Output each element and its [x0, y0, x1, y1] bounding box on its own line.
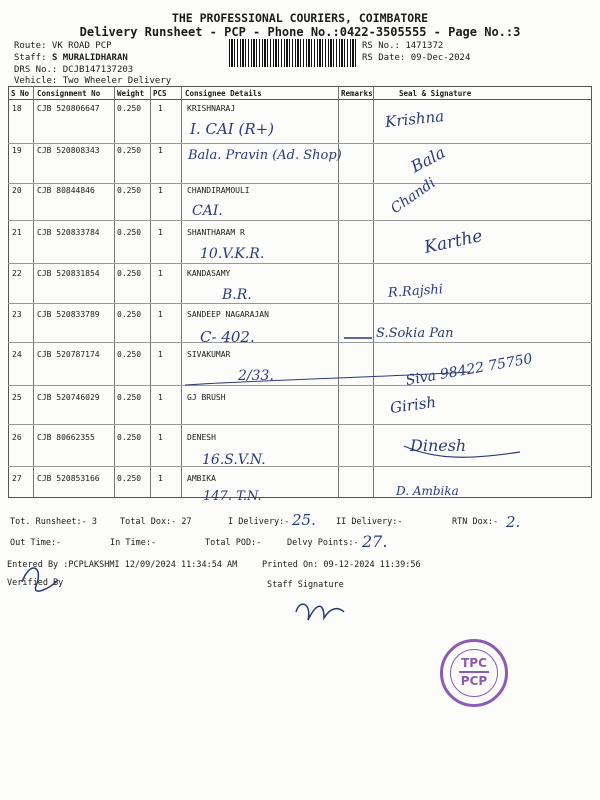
row-consignment: CJB 520808343 [37, 146, 100, 155]
recipient-signature: Chandi [387, 174, 439, 218]
stamp-line2: PCP [460, 673, 488, 688]
row-weight: 0.250 [117, 310, 142, 319]
route-label: Route: VK ROAD PCP [14, 41, 112, 51]
company-title: THE PROFESSIONAL COURIERS, COIMBATORE [171, 11, 429, 25]
ii-delivery: II Delivery:- [336, 517, 403, 527]
total-runsheet: Tot. Runsheet:- 3 [10, 517, 97, 527]
row-weight: 0.250 [117, 393, 142, 402]
header-consignee: Consignee Details [185, 89, 262, 98]
header-pcs: PCS [153, 89, 167, 98]
row-consignee: KANDASAMY [187, 269, 231, 278]
recipient-signature: Girish [388, 392, 438, 418]
handwritten-address: 16.S.V.N. [202, 452, 266, 468]
row-pcs: 1 [158, 146, 163, 155]
row-consignment: CJB 520831854 [37, 269, 100, 278]
row-consignee: SIVAKUMAR [187, 350, 231, 359]
row-sno: 18 [12, 104, 22, 113]
row-pcs: 1 [158, 104, 163, 113]
row-sno: 25 [12, 393, 22, 402]
row-consignment: CJB 80844846 [37, 186, 95, 195]
row-consignment: CJB 520833784 [37, 228, 100, 237]
row-consignment: CJB 520787174 [37, 350, 100, 359]
row-weight: 0.250 [117, 186, 142, 195]
header-consignment: Consignment No [37, 89, 101, 98]
row-consignee: CHANDIRAMOULI [187, 186, 250, 195]
recipient-signature: Krishna [384, 106, 445, 132]
handwritten-address: Bala. Pravin (Ad. Shop) [188, 148, 342, 163]
row-pcs: 1 [158, 393, 163, 402]
delivery-points-label: Delvy Points:- [287, 538, 359, 548]
rtn-dox-label: RTN Dox:- [452, 517, 499, 527]
verifier-signature [22, 568, 58, 591]
handwritten-address: 147. T.N. [203, 489, 262, 504]
row-pcs: 1 [158, 350, 163, 359]
row-sno: 26 [12, 433, 22, 442]
signature-underline [404, 446, 520, 457]
row-weight: 0.250 [117, 269, 142, 278]
i-delivery-value: 25. [292, 511, 316, 529]
stamp-line1: TPC [461, 656, 487, 670]
row-pcs: 1 [158, 186, 163, 195]
row-sno: 24 [12, 350, 22, 359]
row-weight: 0.250 [117, 228, 142, 237]
header-seal-signature: Seal & Signature [399, 89, 472, 98]
handwritten-address: 10.V.K.R. [200, 246, 265, 262]
row-consignee: SANDEEP NAGARAJAN [187, 310, 269, 319]
row-weight: 0.250 [117, 104, 142, 113]
stamp-inner-ring [450, 649, 498, 697]
row-consignee: DENESH [187, 433, 216, 442]
company-stamp [440, 639, 508, 707]
header-weight: Weight [117, 89, 145, 98]
row-sno: 27 [12, 474, 22, 483]
recipient-signature: S.Sokia Pan [376, 326, 454, 341]
handwritten-address: I. CAI (R+) [190, 120, 275, 138]
entered-by: Entered By :PCPLAKSHMI 12/09/2024 11:34:54 AM [7, 560, 238, 570]
i-delivery-label: I Delivery:- [228, 517, 290, 527]
row-consignment: CJB 520746029 [37, 393, 100, 402]
row-consignee: AMBIKA [187, 474, 216, 483]
row-sno: 20 [12, 186, 22, 195]
header-sno: S No [11, 89, 30, 98]
row-consignment: CJB 520833789 [37, 310, 100, 319]
row-consignee: KRISHNARAJ [187, 104, 236, 113]
runsheet-subtitle: Delivery Runsheet - PCP - Phone No.:0422-3505555 - Page No.:3 [79, 25, 521, 39]
handwritten-address: 2/33. [238, 368, 274, 384]
staff-signature [296, 604, 344, 620]
rtn-dox-value: 2. [506, 513, 521, 531]
recipient-signature: Bala [407, 142, 449, 177]
total-pod: Total POD:- [205, 538, 262, 548]
header-remarks: Remarks [341, 89, 373, 98]
verified-by: Verified By [7, 578, 64, 588]
row-pcs: 1 [158, 269, 163, 278]
total-dox: Total Dox:- 27 [120, 517, 192, 527]
row-consignment: CJB 80662355 [37, 433, 95, 442]
handwritten-address: CAI. [192, 203, 223, 219]
rs-number: RS No.: 1471372 [362, 41, 444, 51]
rs-date: RS Date: 09-Dec-2024 [362, 53, 471, 63]
row-consignment: CJB 520806647 [37, 104, 100, 113]
row-sno: 22 [12, 269, 22, 278]
row-consignee: GJ BRUSH [187, 393, 226, 402]
handwritten-address: B.R. [222, 287, 252, 303]
staff-label: Staff: [14, 53, 47, 63]
vehicle-label: Vehicle: Two Wheeler Delivery [14, 76, 172, 86]
recipient-signature: Karthe [422, 226, 485, 258]
row-pcs: 1 [158, 228, 163, 237]
row-weight: 0.250 [117, 350, 142, 359]
row-pcs: 1 [158, 474, 163, 483]
row-weight: 0.250 [117, 474, 142, 483]
row-sno: 19 [12, 146, 22, 155]
staff-name: S MURALIDHARAN [51, 53, 128, 63]
printed-on: Printed On: 09-12-2024 11:39:56 [262, 560, 421, 570]
recipient-signature: Siva 98422 75750 [404, 350, 534, 390]
row-weight: 0.250 [117, 146, 142, 155]
handwritten-address: C- 402. [200, 328, 255, 346]
recipient-signature: Dinesh [410, 436, 467, 455]
recipient-signature: R.Rajshi [387, 282, 444, 301]
row-consignee: SHANTHARAM R [187, 228, 245, 237]
row-sno: 21 [12, 228, 22, 237]
out-time: Out Time:- [10, 538, 62, 548]
row-pcs: 1 [158, 433, 163, 442]
row-weight: 0.250 [117, 433, 142, 442]
in-time: In Time:- [110, 538, 157, 548]
row-pcs: 1 [158, 310, 163, 319]
delivery-points-value: 27. [362, 532, 388, 551]
recipient-signature: D. Ambika [396, 484, 459, 498]
staff-signature-label: Staff Signature [267, 580, 344, 590]
row-sno: 23 [12, 310, 22, 319]
remark-stroke [185, 372, 470, 385]
row-consignment: CJB 520853166 [37, 474, 100, 483]
drs-number: DRS No.: DCJB147137203 [14, 65, 134, 75]
